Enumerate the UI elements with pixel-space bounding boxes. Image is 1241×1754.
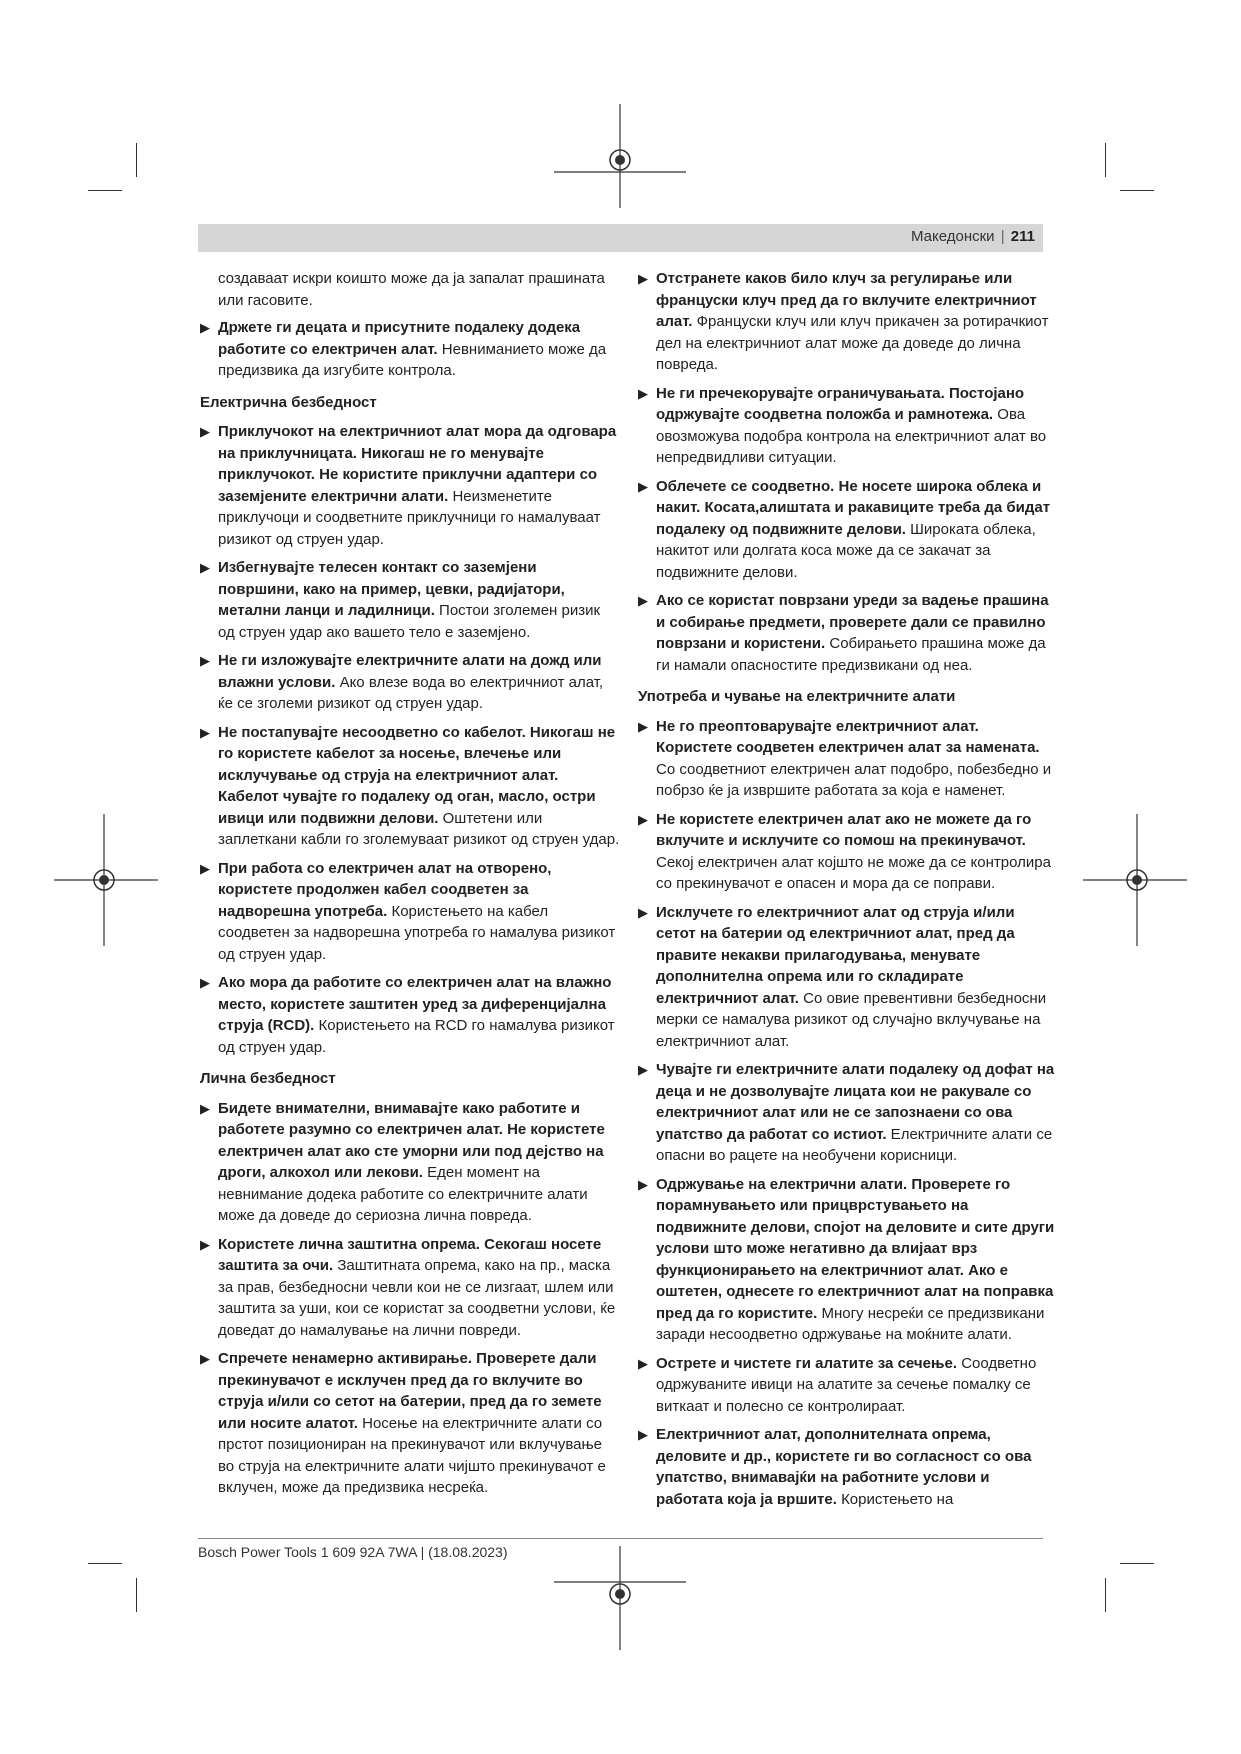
bullet-icon: ▶ (200, 560, 210, 575)
list-item: ▶ Ако мора да работите со електричен алат на влажно место, користете заштитен уред за диференцијална струја (RCD). Користењето на RCD го намалува ризикот од струен удар. (200, 974, 615, 1056)
crop-mark (88, 190, 122, 191)
list-item: ▶ Острете и чистете ги алатите за сечење. Соодветно одржуваните ивици на алатите за сечење помалку се виткаат и полесно се контролираат. (638, 1354, 1037, 1415)
list-item: ▶ Не го преоптоварувајте електричниот алат. Користете соодветен електричен алат за намената. Со соодветниот електричен алат подобро, побезбедно и побрзо ќе ја извршите работата за која е наменет. (638, 717, 1052, 799)
bullet-icon: ▶ (200, 860, 210, 876)
bullet-icon: ▶ (638, 593, 648, 608)
crop-mark (1105, 143, 1106, 177)
bullet-icon: ▶ (638, 718, 648, 734)
list-item: ▶ При работа со електричен алат на отворено, користете продолжен кабел соодветен за надворешна употреба. Користењето на кабел соодветен за надворешна употреба го намалува ризикот од струен удар. (200, 859, 616, 963)
list-item: ▶ Не ги пречекорувајте ограничувањата. Постојано одржувајте соодветна положба и рамнотежа. Ова овозможува подобра контрола на електричниот алат во непредвидливи ситуации. (638, 384, 1047, 466)
list-item: ▶ Бидете внимателни, внимавајте како работите и работете разумно со електричен алат. Не користете електричен алат ако сте уморни или под дејство на дроги, алкохол или лекови. Еден момент на невнимание додека работите со електричните алати може да доведе до сериозна лична повреда. (200, 1099, 605, 1224)
right-column (638, 268, 1056, 1517)
bullet-icon: ▶ (638, 1176, 648, 1192)
bullet-icon: ▶ (200, 320, 210, 335)
registration-mark-left (54, 814, 158, 946)
bullet-icon: ▶ (638, 478, 648, 494)
bullet-icon: ▶ (638, 1355, 648, 1371)
registration-mark-right (1083, 814, 1187, 946)
list-item: ▶ Избегнувајте телесен контакт со заземјени површини, како на пример, цевки, радијатори, метални ланци и ладилници. Постои зголемен ризик од струен удар ако вашето тело е заземјено. (200, 559, 601, 641)
list-item: ▶ Ако се користат поврзани уреди за вадење прашина и собирање предмети, проверете дали се правилно поврзани и користени. Собирањето прашина може да ги намали опасностите предизвикани од неа. (638, 592, 1049, 674)
bullet-icon: ▶ (638, 271, 648, 286)
list-item: ▶ Приклучокот на електричниот алат мора да одговара на приклучницата. Никогаш не го менувајте приклучокот. Не користите приклучни адаптери со заземјените електрични алати. Неизменетите приклучоци и соодветните приклучници го намалуваат ризикот од струен удар. (200, 423, 617, 548)
bullet-icon: ▶ (638, 904, 648, 920)
section-heading-electrical: Електрична безбедност (200, 393, 377, 411)
page-number: 211 (1010, 228, 1035, 245)
list-item: ▶ Користете лична заштитна опрема. Секогаш носете заштита за очи. Заштитната опрема, како на пр., маска за прав, безбедносни чевли кои не се лизгаат, шлем или заштита за уши, кои се користат за соодветни услови, ќе доведат до намалување на лични повреди. (200, 1235, 616, 1339)
footer-text: Bosch Power Tools 1 609 92A 7WA | (18.08.2023) (198, 1544, 508, 1560)
crop-mark (1120, 1563, 1154, 1564)
continued-text: создаваат искри коишто може да ја запалат прашината или гасовите. (218, 270, 605, 309)
header-language: Македонски (910, 228, 995, 245)
list-item: ▶ Одржување на електрични алати. Проверете го порамнувањето или прицврстувањето на подвижните делови, спојот на деловите и сите други услови што може негативно да влијаат врз функционирањето на електричниот алат. Ако е оштетен, однесете го електричниот алат на поправка пред да го користите. Многу несреќи се предизвикани заради несоодветно одржување на моќните алати. (638, 1175, 1055, 1343)
list-item: ▶ Облечете се соодветно. Не носете широка облека и накит. Косата,алиштата и ракавиците треба да бидат подалеку од подвижните делови. Широката облека, накитот или долгата коса може да се закачат за подвижните делови. (638, 477, 1051, 581)
bullet-icon: ▶ (200, 1100, 210, 1116)
crop-mark (136, 143, 137, 177)
bullet-icon: ▶ (200, 975, 210, 990)
bullet-icon: ▶ (638, 1062, 648, 1077)
crop-mark (88, 1563, 122, 1564)
section-heading-use: Употреба и чување на електричните алати (638, 688, 956, 705)
crop-mark (1120, 190, 1154, 191)
bullet-icon: ▶ (200, 1351, 210, 1366)
bullet-icon: ▶ (638, 1427, 648, 1442)
list-item: ▶ Спречете ненамерно активирање. Проверете дали прекинувачот е исклучен пред да го вклучите во струја и/или со сетот на батерии, пред да го земете или носите алатот. Носење на електричните алати со прстот позициониран на прекинувачот или вклучување во струја на електричните алати чијшто прекинувачот е вклучен, може да предизвика несреќа. (200, 1350, 606, 1496)
bullet-icon: ▶ (638, 811, 648, 827)
list-item: ▶ Не ги изложувајте електричните алати на дожд или влажни услови. Ако влезе вода во електричниот алат, ќе се зголеми ризикот од струен удар. (200, 652, 604, 712)
header-label: Македонски | 211 (910, 228, 1035, 245)
registration-mark-top (554, 104, 686, 208)
page-header (198, 224, 1043, 252)
left-column (200, 268, 620, 1506)
bullet-icon: ▶ (200, 424, 210, 439)
bullet-icon: ▶ (200, 1236, 210, 1252)
bullet-icon: ▶ (200, 653, 210, 668)
list-item: ▶ Чувајте ги електричните алати подалеку од дофат на деца и не дозволувајте лицата кои не ракувале со електричниот алат или не се запознаени со ова упатство да работат со истиот. Електричните алати се опасни во рацете на необучени корисници. (638, 1061, 1055, 1164)
list-item: ▶ Држете ги децата и присутните подалеку додека работите со електричен алат. Невниманието може да предизвика да изгубите контрола. (200, 319, 607, 379)
bullet-icon: ▶ (638, 385, 648, 401)
section-heading-personal: Лична безбедност (200, 1070, 336, 1087)
list-item: ▶ Не постапувајте несоодветно со кабелот. Никогаш не го користете кабелот за носење, влечење или исклучување од струја на електричниот алат. Кабелот чувајте го подалеку од оган, масло, остри ивици или подвижни делови. Оштетени или заплеткани кабли го зголемуваат ризикот од струен удар. (200, 723, 620, 848)
crop-mark (136, 1578, 137, 1612)
list-item: ▶ Исклучете го електричниот алат од струја и/или сетот на батерии од електричниот алат, пред да правите некакви прилагодувања, менувате дополнителна опрема или го складирате електричниот алат. Со овие превентивни безбедносни мерки се намалува ризикот од случајно вклучување на електричниот алат. (638, 903, 1047, 1050)
list-item: ▶ Електричниот алат, дополнителната опрема, деловите и др., користете ги во согласност со ова упатство, внимавајќи на работните услови и работата која ја вршите. Користењето на (638, 1426, 1032, 1508)
bullet-icon: ▶ (200, 724, 210, 740)
list-item: ▶ Не користете електричен алат ако не можете да го вклучите и исклучите со помош на прекинувачот. Секој електричен алат којшто не може да се контролира со прекинувачот е опасен и мора да се поправи. (638, 810, 1051, 892)
crop-mark (1105, 1578, 1106, 1612)
footer-divider (198, 1538, 1043, 1539)
list-item: ▶ Отстранете каков било клуч за регулирање или француски клуч пред да го вклучите електричниот алат. Француски клуч или клуч прикачен за ротирачкиот дел на електричниот алат може да доведе до лична повреда. (638, 270, 1049, 373)
registration-mark-bottom (554, 1546, 686, 1650)
